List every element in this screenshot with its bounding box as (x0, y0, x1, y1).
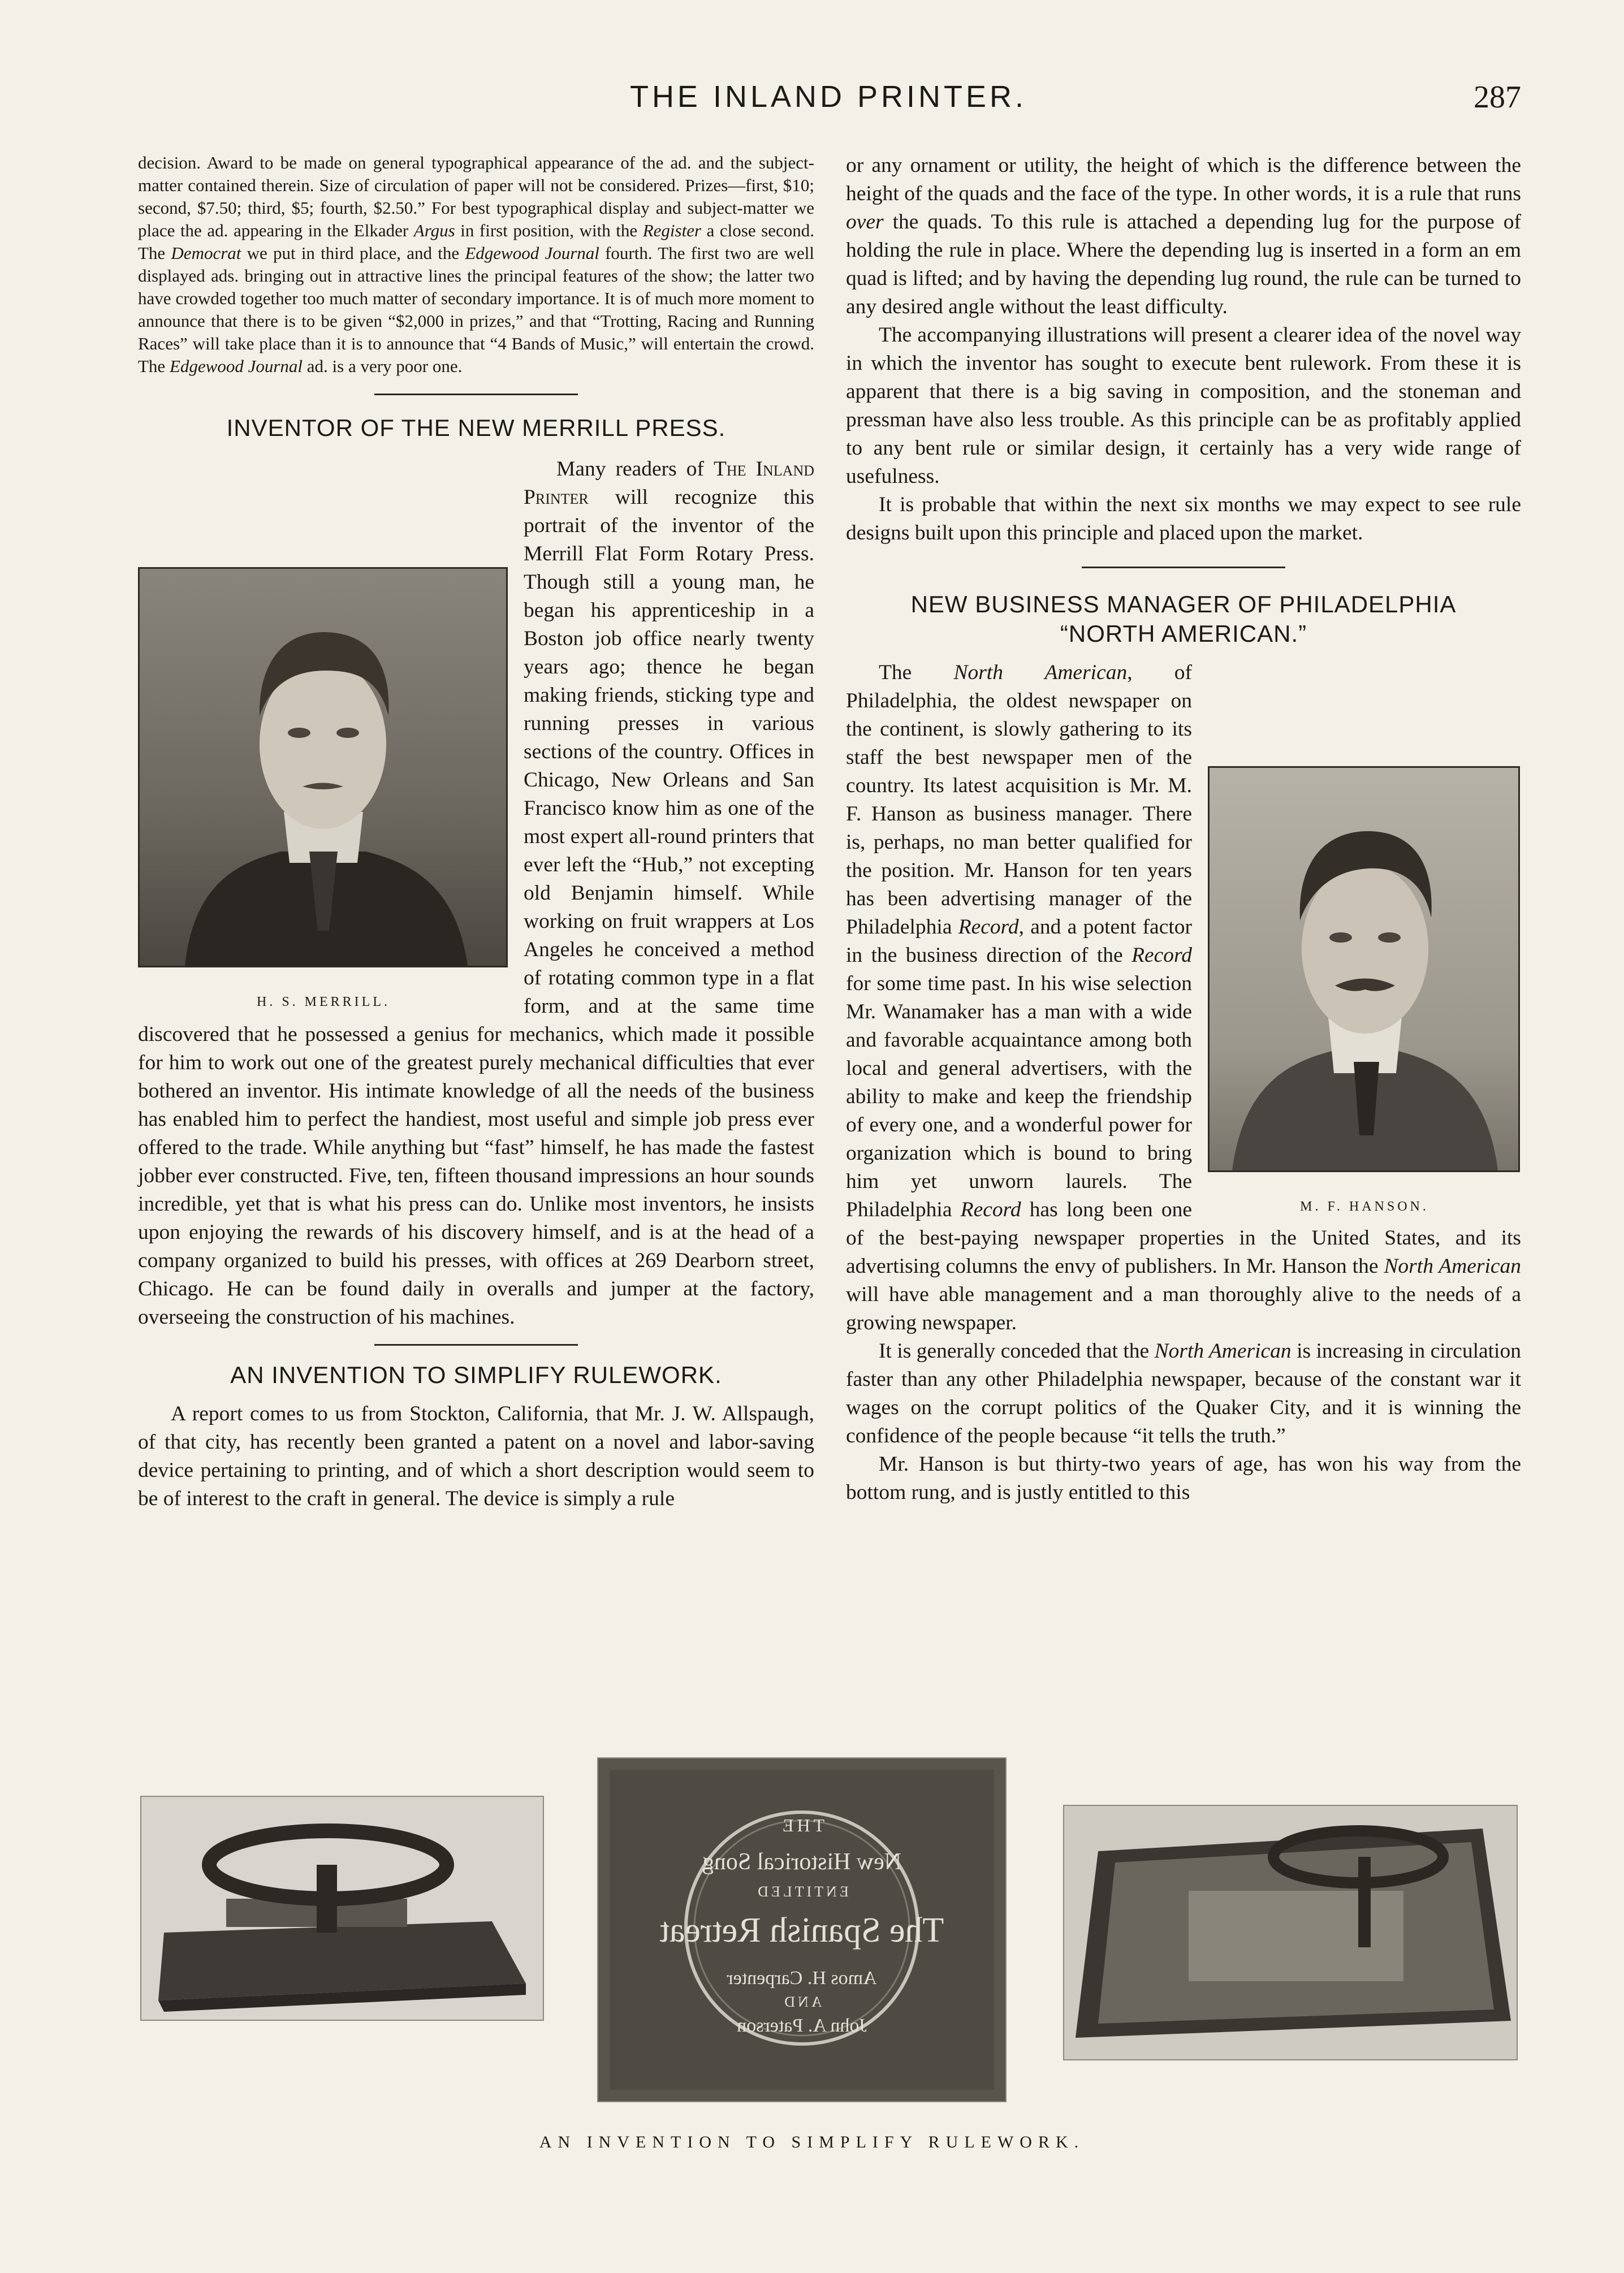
section-divider (1082, 567, 1285, 568)
intro-paragraph: decision. Award to be made on general typographical appearance of the ad. and the subject-matter contained therein. Size of circulation of paper will not be considered. Prizes—first, $10; second, $7.50; third, $5; fourth, $2.50.” For best typographical display and subject-matter we place the ad. appearing in the Elkader Argus in first position, with the Register a close second. The Democrat we put in third place, and the Edgewood Journal fourth. The first two are well displayed ads. bringing out in attractive lines the principal features of the show; the latter two have crowded together too much matter of secondary importance. It is of much more moment to announce that there is to be given “$2,000 in prizes,” and that “Trotting, Racing and Running Races” will take place than it is to announce that “4 Bands of Music,” will entertain the crowd. The Edgewood Journal ad. is a very poor one. (138, 153, 814, 376)
figure-rule-on-type-block (140, 1796, 544, 2021)
figure-type-form-plate (597, 1757, 1007, 2102)
figures-caption: AN INVENTION TO SIMPLIFY RULEWORK. (539, 2133, 1085, 2151)
rulework-figures (140, 1757, 1517, 2108)
plate-line: John A. Paterson (737, 2015, 867, 2036)
portrait-image-hanson (1208, 766, 1520, 1172)
hanson-paragraph-2: It is generally conceded that the North American is increasing in circulation faster than any other Philadelphia newspaper, because of the constant war it wages on the corrupt politics of the Quaker City, and it is winning the confidence of the people because “it tells the truth.” (846, 1339, 1521, 1447)
plate-line: THE (779, 1815, 825, 1835)
rulework-continued: or any ornament or utility, the height of which is the difference between the height of the quads and the face of the type. In other words, it is a rule that runs over the quads. To this rule is attached a depending lug for the purpose of holding the rule in place. Where the depending lug is inserted in a form an em quad is lifted; and by having the depending lug round, the rule can be turned to any desired angle without the least difficulty. (846, 154, 1521, 318)
portrait-figure-hanson (1208, 766, 1521, 1215)
hanson-paragraph-3: Mr. Hanson is but thirty-two years of age, has won his way from the bottom rung, and is justly entitled to this (846, 1453, 1521, 1504)
article-body-merrill (138, 455, 814, 1332)
plate-text-group (598, 1815, 1005, 2037)
portrait-caption-hanson: M. F. HANSON. (1300, 1199, 1429, 1214)
article-heading-rulework: AN INVENTION TO SIMPLIFY RULEWORK. (230, 1362, 722, 1388)
plate-line: AND (781, 1994, 822, 2010)
heading-line-1: NEW BUSINESS MANAGER OF PHILADELPHIA (910, 591, 1457, 617)
article-heading-merrill: INVENTOR OF THE NEW MERRILL PRESS. (226, 414, 726, 441)
running-title: THE INLAND PRINTER. (629, 80, 1027, 114)
running-head (136, 79, 1521, 124)
section-divider (374, 394, 578, 395)
page-number: 287 (1474, 80, 1521, 115)
portrait-image-merrill (138, 567, 508, 967)
article-text-rulework: A report comes to us from Stockton, California, that Mr. J. W. Allspaugh, of that city, has recently been granted a patent on a novel and labor-saving device pertaining to printing, and of which a short description would seem to be of interest to the craft in general. The device is simply a rule (138, 1402, 814, 1510)
plate-line: The Spanish Retreat (659, 1911, 944, 1950)
article-heading-hanson (846, 590, 1521, 649)
plate-line: Amos H. Carpenter (727, 1968, 877, 1989)
plate-line: ENTITLED (755, 1883, 849, 1900)
portrait-figure-merrill (138, 567, 509, 1010)
article-body-hanson (846, 659, 1521, 1507)
heading-line-2: “NORTH AMERICAN.” (1060, 620, 1307, 647)
plate-line: New Historical Song (702, 1849, 902, 1875)
article-text-merrill: Many readers of The Inland Printer will recognize this portrait of the inventor of the Merrill Flat Form Rotary Press. Though still a young man, he began his apprenticeship in a Boston job office nearly twenty years ago; thence he began making friends, sticking type and running presses in various sections of the country. Offices in Chicago, New Orleans and San Francisco know him as one of the most expert all-round printers that ever left the “Hub,” not excepting old Benjamin himself. While working on fruit wrappers at Los Angeles he conceived a method of rotating common type in a flat form, and at the same time discovered that he possessed a genius for mechanics, which made it possible for him to work out one of the greatest purely mechanical difficulties that ever bothered an inventor. His intimate knowledge of all the needs of the business has enabled him to perfect the handiest, most useful and simple job press ever offered to the trade. While anything but “fast” himself, he has made the fastest jobber ever constructed. Five, ten, fifteen thousand impressions an hour sounds incredible, yet that is what his press can do. Unlike most inventors, he insists upon enjoying the rewards of his discovery himself, and is at the head of a company organized to build his presses, with offices at 269 Dearborn street, Chicago. He can be found daily in overalls and jumper at the factory, overseeing the construction of his machines. (138, 457, 815, 1329)
section-divider (374, 1344, 578, 1346)
rulework-paragraph-3: It is probable that within the next six months we may expect to see rule designs built upon this principle and placed upon the market. (846, 493, 1521, 545)
right-column (846, 152, 1521, 1507)
left-column (138, 152, 814, 1513)
portrait-caption-merrill: H. S. MERRILL. (256, 995, 390, 1009)
rulework-paragraph-2: The accompanying illustrations will present a clearer idea of the novel way in which the inventor has sought to execute bent rulework. From these it is apparent that there is a big saving in composition, and the stoneman and pressman have also less trouble. As this principle can be as profitably applied to any bent rule or similar design, it certainly has a very wide range of usefulness. (846, 323, 1521, 488)
article-text-hanson: The North American, of Philadelphia, the oldest newspaper on the continent, is slowly gathering to its staff the best newspaper men of the country. Its latest acquisition is Mr. M. F. Hanson as business manager. There is, perhaps, no man better qualified for the position. Mr. Hanson for ten years has been advertising manager of the Philadelphia Record, and a potent factor in the business direction of the Record for some time past. In his wise selection Mr. Wanamaker has a man with a wide and favorable acquaintance among both local and general advertisers, with the ability to make and keep the friendship of every one, and a wonderful power for organization which is bound to bring him yet unworn laurels. The Philadelphia Record has long been one of the best-paying newspaper properties in the United States, and its advertising columns the envy of publishers. In Mr. Hanson the North American will have able management and a man thoroughly alive to the needs of a growing newspaper. (846, 661, 1522, 1334)
figure-chase-with-rule (1063, 1805, 1518, 2060)
